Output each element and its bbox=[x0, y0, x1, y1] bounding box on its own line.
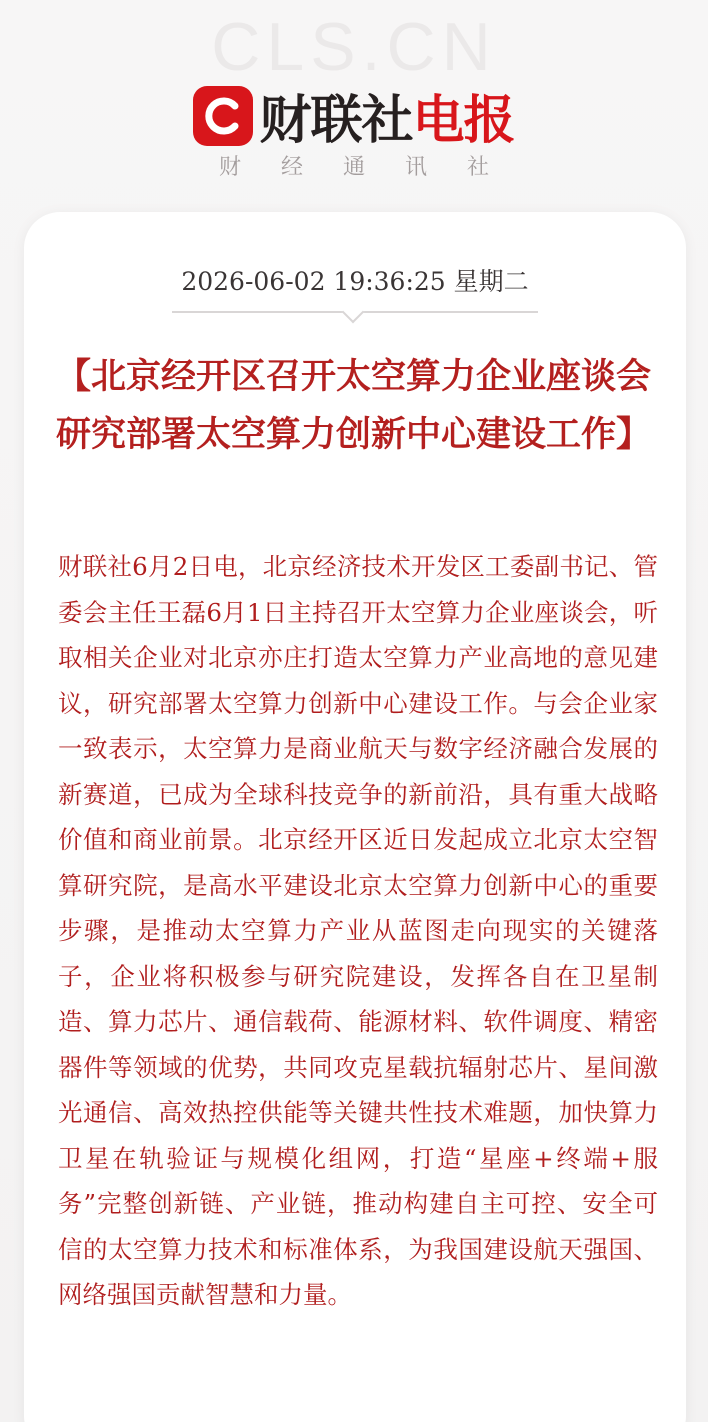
article-headline: 【北京经开区召开太空算力企业座谈会 研究部署太空算力创新中心建设工作】 bbox=[56, 356, 652, 455]
brand-accent: 电报 bbox=[412, 91, 515, 151]
divider-notch bbox=[342, 301, 365, 324]
c-logo-icon bbox=[193, 86, 253, 146]
site-watermark: CLS.CN bbox=[211, 9, 497, 85]
article-timestamp: 2026-06-02 19:36:25 星期二 bbox=[181, 267, 529, 296]
brand-name: 财联社 bbox=[259, 91, 413, 151]
masthead bbox=[0, 78, 708, 153]
article-card bbox=[24, 212, 686, 1422]
article-body: 财联社6月2日电，北京经济技术开发区工委副书记、管委会主任王磊6月1日主持召开太空算力企业座谈会，听取相关企业对北京亦庄打造太空算力产业高地的意见建议，研究部署太空算力创新中心建设工作。与会企业家一致表示，太空算力是商业航天与数字经济融合发展的新赛道，已成为全球科技竞争的新前沿，具有重大战略价值和商业前景。北京经开区近日发起成立北京太空智算研究院，是高水平建设北京太空算力创新中心的重要步骤，是推动太空算力产业从蓝图走向现实的关键落子，企业将积极参与研究院建设，发挥各自在卫星制造、算力芯片、通信载荷、能源材料、软件调度、精密器件等领域的优势，共同攻克星载抗辐射芯片、星间激光通信、高效热控供能等关键共性技术难题，加快算力卫星在轨验证与规模化组网，打造“星座+终端+服务”完整创新链、产业链，推动构建自主可控、安全可信的太空算力技术和标准体系，为我国建设航天强国、网络强国贡献智慧和力量。 bbox=[58, 552, 658, 1309]
masthead-tagline: 财经通讯社 bbox=[218, 155, 529, 180]
